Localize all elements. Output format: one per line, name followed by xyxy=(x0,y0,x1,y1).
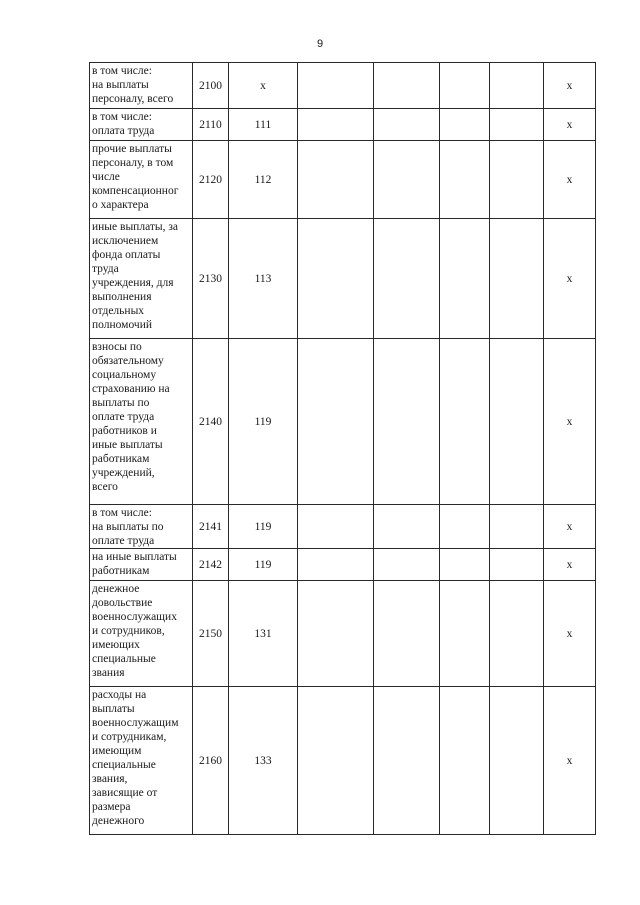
row-name: иные выплаты, за исключением фонда оплаты труда учреждения, для выполнения отдельных полномочий xyxy=(90,219,193,339)
row-last: x xyxy=(544,339,596,505)
row-kbk: 119 xyxy=(229,339,298,505)
row-name: взносы по обязательному социальному страхованию на выплаты по оплате труда работников и иные выплаты работникам учреждений, всего xyxy=(90,339,193,505)
row-code: 2150 xyxy=(193,581,229,687)
empty-cell xyxy=(490,141,544,219)
empty-cell xyxy=(440,505,490,549)
row-last: x xyxy=(544,109,596,141)
empty-cell xyxy=(490,581,544,687)
empty-cell xyxy=(490,505,544,549)
empty-cell xyxy=(374,687,440,835)
row-code: 2142 xyxy=(193,549,229,581)
row-last: x xyxy=(544,581,596,687)
empty-cell xyxy=(440,339,490,505)
page-number: 9 xyxy=(316,38,324,50)
row-last: x xyxy=(544,505,596,549)
empty-cell xyxy=(374,219,440,339)
empty-cell xyxy=(298,687,374,835)
empty-cell xyxy=(298,219,374,339)
empty-cell xyxy=(440,687,490,835)
row-kbk: 119 xyxy=(229,549,298,581)
empty-cell xyxy=(440,549,490,581)
row-name: в том числе: оплата труда xyxy=(90,109,193,141)
empty-cell xyxy=(490,63,544,109)
row-code: 2110 xyxy=(193,109,229,141)
table-row xyxy=(90,549,596,581)
row-kbk: x xyxy=(229,63,298,109)
empty-cell xyxy=(298,581,374,687)
empty-cell xyxy=(298,141,374,219)
empty-cell xyxy=(440,141,490,219)
row-kbk: 133 xyxy=(229,687,298,835)
empty-cell xyxy=(490,687,544,835)
empty-cell xyxy=(374,505,440,549)
row-kbk: 111 xyxy=(229,109,298,141)
row-name: в том числе: на выплаты по оплате труда xyxy=(90,505,193,549)
row-kbk: 112 xyxy=(229,141,298,219)
row-name: на иные выплаты работникам xyxy=(90,549,193,581)
empty-cell xyxy=(298,109,374,141)
table-row xyxy=(90,581,596,687)
row-code: 2140 xyxy=(193,339,229,505)
row-name: в том числе: на выплаты персоналу, всего xyxy=(90,63,193,109)
empty-cell xyxy=(440,219,490,339)
empty-cell xyxy=(374,63,440,109)
table-row xyxy=(90,109,596,141)
row-code: 2130 xyxy=(193,219,229,339)
row-last: x xyxy=(544,687,596,835)
row-code: 2141 xyxy=(193,505,229,549)
empty-cell xyxy=(490,549,544,581)
empty-cell xyxy=(374,581,440,687)
row-kbk: 119 xyxy=(229,505,298,549)
table-row xyxy=(90,219,596,339)
empty-cell xyxy=(440,581,490,687)
table-row xyxy=(90,339,596,505)
empty-cell xyxy=(374,549,440,581)
empty-cell xyxy=(374,141,440,219)
empty-cell xyxy=(490,339,544,505)
empty-cell xyxy=(440,63,490,109)
empty-cell xyxy=(298,339,374,505)
row-last: x xyxy=(544,549,596,581)
row-last: x xyxy=(544,141,596,219)
table-body xyxy=(90,63,596,835)
table-row xyxy=(90,63,596,109)
budget-table xyxy=(89,62,596,835)
row-kbk: 131 xyxy=(229,581,298,687)
row-code: 2120 xyxy=(193,141,229,219)
table-row xyxy=(90,141,596,219)
row-code: 2160 xyxy=(193,687,229,835)
row-name: расходы на выплаты военнослужащим и сотрудникам, имеющим специальные звания, зависящие от размера денежного xyxy=(90,687,193,835)
row-name: прочие выплаты персоналу, в том числе компенсационног о характера xyxy=(90,141,193,219)
empty-cell xyxy=(298,505,374,549)
row-code: 2100 xyxy=(193,63,229,109)
empty-cell xyxy=(298,549,374,581)
empty-cell xyxy=(374,109,440,141)
empty-cell xyxy=(374,339,440,505)
row-last: x xyxy=(544,63,596,109)
empty-cell xyxy=(298,63,374,109)
table-row xyxy=(90,505,596,549)
row-name: денежное довольствие военнослужащих и сотрудников, имеющих специальные звания xyxy=(90,581,193,687)
table-row xyxy=(90,687,596,835)
row-last: x xyxy=(544,219,596,339)
empty-cell xyxy=(490,109,544,141)
empty-cell xyxy=(440,109,490,141)
row-kbk: 113 xyxy=(229,219,298,339)
empty-cell xyxy=(490,219,544,339)
